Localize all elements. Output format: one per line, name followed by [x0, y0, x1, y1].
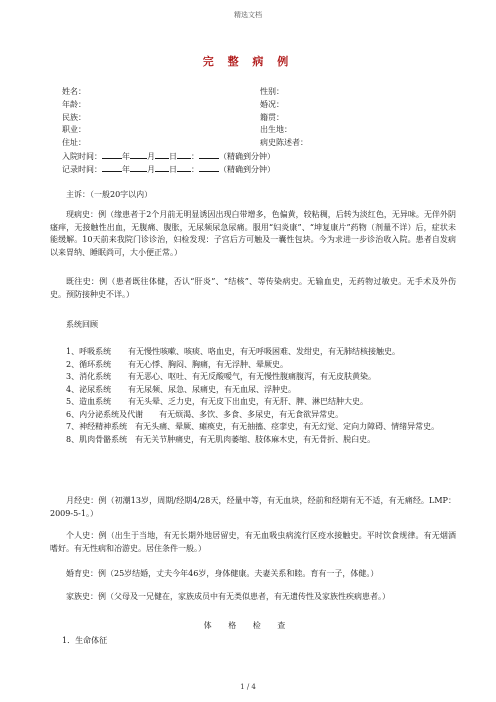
system-item: 8、肌肉骨骼系统 有无关节肿痛史，有无肌肉萎缩、肢体麻木史，有无骨折、脱臼史。	[66, 434, 376, 444]
time-colon: ：	[191, 164, 199, 174]
present-history: 现病史：例（缘患者于2个月前无明显诱因出现白带增多，色偏黄，较粘稠，后转为淡红色，无异味。无伴外阴瘙痒，无接触性出血，无腹痛、腹胀，无尿频尿急尿痛。服用“妇炎康”、“坤复康片”药物（剂量不详）后，症状未能缓解。10天前来我院门诊诊治，妇检发现：子宫后方可触及一囊性包块。今为求进一步诊治收入院。患者自发病以来胃纳、睡眠尚可，大小便正常。）	[50, 210, 456, 257]
marriage-history: 婚育史：例（25岁结婚，丈夫今年46岁，身体健康。夫妻关系和睦。育有一子，体健。）	[66, 569, 379, 578]
field-row	[62, 99, 462, 112]
systems-review-title: 系统回顾	[66, 320, 98, 329]
year-unit: 年	[122, 151, 130, 161]
system-item: 3、消化系统 有无恶心、呕吐、有无反酸嗳气，有无慢性腹痛腹泻，有无皮肤黄染。	[66, 372, 376, 381]
patient-info-fields	[62, 86, 462, 176]
minute-blank	[199, 163, 219, 172]
month-unit: 月	[147, 151, 155, 161]
physical-exam-heading: 体 格 检 查	[203, 621, 293, 630]
system-item: 4、泌尿系统 有无尿频、尿急、尿痛史，有无血尿、浮肿史。	[66, 384, 296, 394]
field-row	[62, 112, 462, 125]
admission-time-label: 入院时间：	[62, 151, 102, 161]
minute-blank	[199, 150, 219, 159]
day-blank	[155, 163, 169, 172]
record-time-row	[62, 163, 462, 176]
month-blank	[130, 150, 147, 159]
year-blank	[102, 150, 122, 159]
past-history: 既往史：例（患者既往体健，否认“肝炎”、“结核”、等传染病史。无输血史，无药物过敏史。无手术及外伤史。预防接种史不详。）	[50, 277, 456, 299]
birthplace-field: 出生地：	[260, 125, 292, 135]
time-note: （精确到分钟）	[219, 151, 275, 161]
chief-complaint: 主诉：（一般20字以内）	[66, 190, 153, 199]
gender-field: 性别：	[260, 87, 284, 96]
system-item: 2、循环系统 有无心悸、胸闷、胸痛，有无浮肿、晕厥史。	[66, 359, 288, 369]
admission-time-row	[62, 150, 462, 163]
ethnicity-field: 民族：	[62, 112, 86, 122]
document-title: 完 整 病 例	[202, 55, 294, 68]
hour-blank	[177, 150, 191, 159]
field-row	[62, 86, 462, 99]
narrator-field: 病史陈述者：	[260, 138, 308, 148]
page-header: 精选文档	[234, 11, 262, 19]
year-blank	[102, 163, 122, 172]
system-item: 5、造血系统 有无头晕、乏力史，有无皮下出血史，有无肝、脾、淋巴结肿大史。	[66, 397, 368, 406]
month-unit: 月	[147, 164, 155, 174]
record-time-label: 记录时间：	[62, 164, 102, 174]
address-field: 住址：	[62, 138, 86, 148]
field-row	[62, 137, 462, 150]
occupation-field: 职业：	[62, 125, 86, 135]
system-item: 7、神经精神系统 有无头痛、晕厥、瘫痪史，有无抽搐、痉挛史，有无幻觉、定向力障碍、情绪异常史。	[66, 422, 440, 431]
page-number: 1 / 4	[240, 683, 256, 691]
day-blank	[155, 150, 169, 159]
family-history: 家族史：例（父母及一兄健在，家族成员中有无类似患者，有无遗传性及家族性疾病患者。）	[66, 592, 390, 601]
day-unit: 日	[169, 151, 177, 161]
year-unit: 年	[122, 164, 130, 174]
month-blank	[130, 163, 147, 172]
day-unit: 日	[169, 164, 177, 174]
hour-blank	[177, 163, 191, 172]
native-place-field: 籍贯：	[260, 112, 284, 122]
system-item: 1、呼吸系统 有无慢性咳嗽、咳痰、咯血史，有无呼吸困难、发绀史，有无肺结核接触史。	[66, 347, 400, 356]
field-row	[62, 124, 462, 137]
vital-signs-heading: 1．生命体征	[62, 636, 108, 645]
systems-review-list	[50, 346, 456, 446]
time-colon: ：	[191, 151, 199, 161]
menstrual-history: 月经史：例（初潮13岁，周期/经期4/28天，经量中等，有无血块，经前和经期有无不适，有无痛经。LMP：2009-5-1。）	[50, 496, 456, 518]
age-field: 年龄：	[62, 99, 86, 109]
time-note: （精确到分钟）	[219, 164, 275, 174]
system-item: 6、内分泌系统及代谢 有无烦渴、多饮、多食、多尿史，有无食欲异常史。	[66, 409, 344, 419]
name-field: 姓名：	[62, 87, 86, 96]
personal-history: 个人史：例（出生于当地，有无长期外地居留史，有无血吸虫病流行区疫水接触史。平时饮食规律。有无烟酒嗜好。有无性病和冶游史。居住条件一般。）	[50, 531, 456, 553]
marital-field: 婚况：	[260, 99, 284, 109]
